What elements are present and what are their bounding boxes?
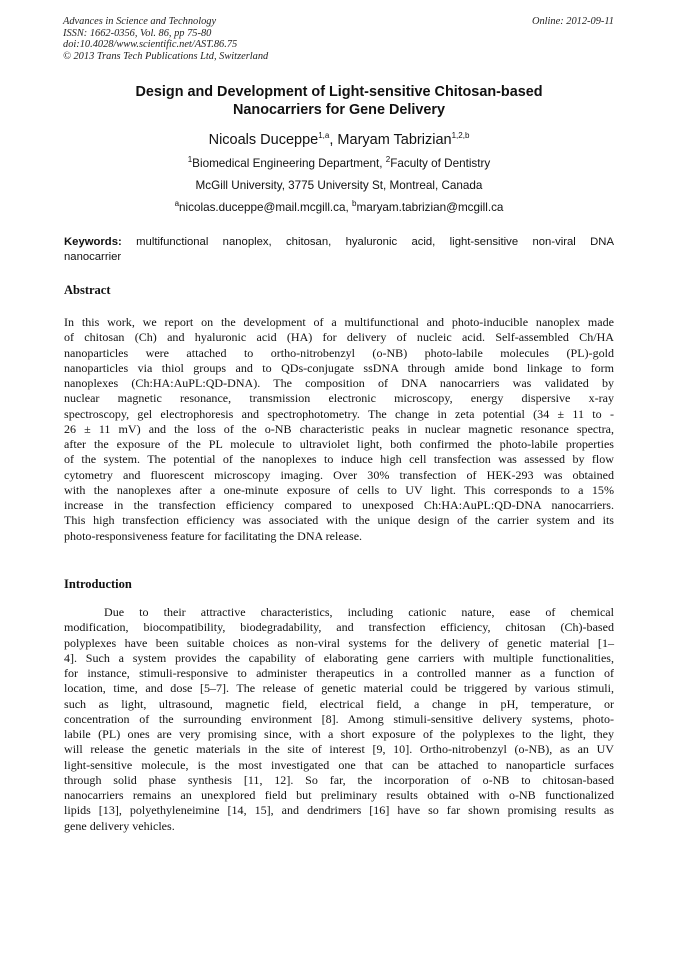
journal-header xyxy=(63,16,268,62)
introduction-line: location, time, and dose [5–7]. The release of genetic material could be triggered by various stimuli, xyxy=(64,681,614,696)
keywords-line-1 xyxy=(64,235,614,250)
introduction-line: such as light, ultrasound, magnetic field, electrical field, a change in pH, temperature, or xyxy=(64,696,614,711)
affiliation-2-text: Faculty of Dentistry xyxy=(390,157,491,170)
paper-title-line-2: Nanocarriers for Gene Delivery xyxy=(233,102,445,118)
abstract-heading: Abstract xyxy=(64,283,111,297)
abstract-line: of chitosan (Ch) and hyaluronic acid (HA) for delivery of nucleic acid. Self-assembled Ch/HA xyxy=(64,330,614,345)
journal-doi: doi:10.4028/www.scientific.net/AST.86.75 xyxy=(63,39,238,50)
introduction-line: nanocarriers remains an unexplored field but preliminary results obtained with o-NB functionalized xyxy=(64,788,614,802)
author-1-name: Nicoals Duceppe xyxy=(208,132,319,148)
email-a-superscript: a xyxy=(174,199,180,209)
introduction-line: gene delivery vehicles. xyxy=(64,818,175,833)
affiliation-2-superscript: 2 xyxy=(385,155,391,165)
abstract-line: nanoparticles via thiol groups and to QDs-conjugate ssDNA through amide bond linkage to form xyxy=(64,360,614,375)
abstract-line: 26 ± 11 mV) and the loss of the o-NB characteristic peaks in nuclear magnetic resonance spectra, xyxy=(64,421,614,436)
abstract-line: In this work, we report on the development of a multifunctional and photo-inducible nanoplex made xyxy=(64,315,614,329)
keywords-line-2: nanocarrier xyxy=(64,250,122,263)
introduction-line: lipids [13], polyethyleneimine [14, 15], and dendrimers [16] have so far shown promising results as xyxy=(64,803,614,818)
author-separator: , xyxy=(329,132,338,148)
abstract-line: photo-responsiveness feature for facilitating the DNA release. xyxy=(64,528,363,543)
introduction-heading: Introduction xyxy=(64,577,132,591)
journal-copyright: © 2013 Trans Tech Publications Ltd, Switzerland xyxy=(63,50,269,62)
paper-title-line-1: Design and Development of Light-sensitive Chitosan-based xyxy=(135,84,543,100)
introduction-line: light-sensitive molecule, is the most investigated one that can be attached to nanoparticle surfaces xyxy=(64,757,614,772)
abstract-line: nanoparticles were attached to ortho-nitrobenzyl (o-NB) photo-labile molecules (PL)-gold xyxy=(64,345,614,360)
introduction-line: Due to their attractive characteristics, including cationic nature, ease of chemical xyxy=(104,605,614,619)
author-2-name: Maryam Tabrizian xyxy=(337,132,452,148)
introduction-line: 4]. Such a system provides the capability of elaborating gene carriers with multiple functionalities, xyxy=(64,650,614,665)
keywords-text-1: multifunctional nanoplex, chitosan, hyaluronic acid, light-sensitive non-viral DNA xyxy=(121,236,614,248)
abstract-line: cytometry and fluorescent microscopy imaging. Over 30% transfection of HEK-293 was obtained xyxy=(64,467,614,482)
abstract-line: of the system. The potential of the nanoplexes to induce high cell transfection was assessed by flow xyxy=(64,452,614,467)
introduction-line: polyplexes have been suitable choices as non-viral systems for the delivery of genetic material [1– xyxy=(64,635,614,650)
paper-title xyxy=(64,83,614,119)
abstract-body xyxy=(64,315,614,544)
affiliation-address: McGill University, 3775 University St, Montreal, Canada xyxy=(195,179,483,192)
introduction-line: will release the genetic materials in the site of interest [9, 10]. Ortho-nitrobenzyl (o-NB), as an UV xyxy=(64,742,614,757)
abstract-line: after the exposure of the PL molecule to ultraviolet light, both confirmed the photo-labile properties xyxy=(64,437,614,451)
email-a: nicolas.duceppe@mail.mcgill.ca, xyxy=(179,201,352,214)
email-b-superscript: b xyxy=(352,199,357,209)
affiliation-departments xyxy=(64,157,614,171)
affiliation-emails xyxy=(64,201,614,215)
affiliation-1-superscript: 1 xyxy=(187,155,193,165)
author-2-superscript: 1,2,b xyxy=(451,131,470,141)
email-b: maryam.tabrizian@mcgill.ca xyxy=(356,201,504,214)
keywords xyxy=(64,235,614,264)
author-1-superscript: 1,a xyxy=(318,131,330,141)
online-date: Online: 2012-09-11 xyxy=(531,16,614,27)
keywords-label: Keywords: xyxy=(64,236,122,248)
abstract-line: spectroscopy, gel electrophoresis and spectrophotometry. The change in zeta potential (34 ± 11 to - xyxy=(64,406,614,421)
abstract-line: nanoplexes (Ch:HA:AuPL:QD-DNA). The composition of DNA nanocarriers was validated by xyxy=(64,376,614,390)
introduction-line: concentration of the surrounding environment [8]. Among stimuli-sensitive delivery systems, photo- xyxy=(64,711,614,726)
introduction-line: through solid phase synthesis [11, 12]. So far, the incorporation of o-NB to chitosan-based xyxy=(64,772,614,787)
abstract-line: nuclear magnetic resonance, transmission electronic microscopy, energy dispersive x-ray xyxy=(64,391,614,406)
journal-issn: ISSN: 1662-0356, Vol. 86, pp 75-80 xyxy=(63,27,212,39)
introduction-body xyxy=(64,605,614,834)
abstract-line: with the nanoplexes after a one-minute exposure of cells to UV light. This corresponds to a 15% xyxy=(64,482,614,497)
affiliation-1-text: Biomedical Engineering Department, xyxy=(192,157,386,170)
journal-name: Advances in Science and Technology xyxy=(63,16,217,27)
author-list xyxy=(64,131,614,149)
abstract-line: increase in the transfection efficiency compared to unexposed Ch:HA:AuPL:QD-DNA nanocarriers. xyxy=(64,498,614,512)
introduction-line: labile (PL) ones are very promising since, with a short exposure of the polyplexes to the light, they xyxy=(64,727,614,741)
introduction-line: modification, biocompatibility, biodegradability, and transfection efficiency, chitosan (Ch)-based xyxy=(64,620,614,635)
introduction-line: for instance, stimuli-responsive to administer therapeutics in a controlled manner as a function of xyxy=(64,666,614,680)
abstract-line: This high transfection efficiency was associated with the unique design of the carrier system and its xyxy=(64,513,614,528)
